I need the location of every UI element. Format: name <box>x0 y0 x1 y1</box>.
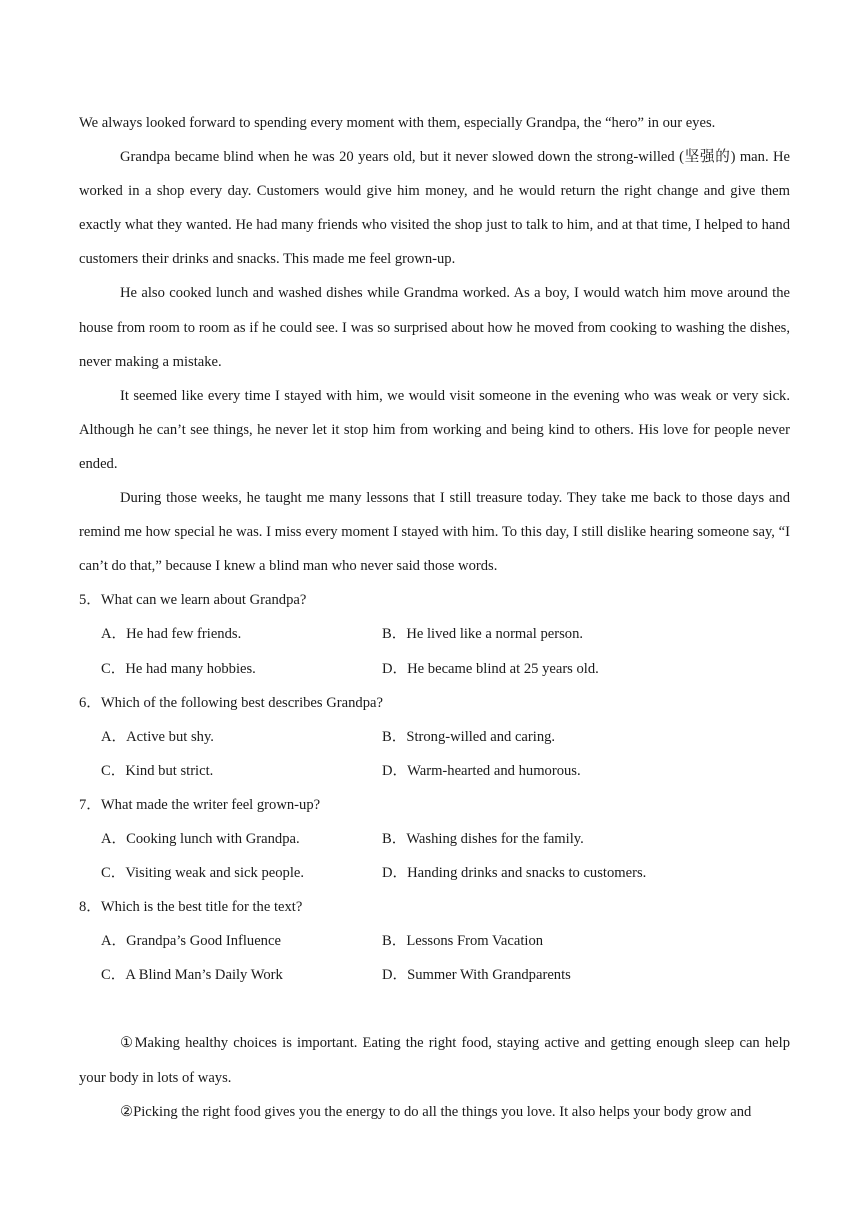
option-b: B．Strong-willed and caring. <box>382 728 556 745</box>
question-stem: 6．Which of the following best describes Grandpa? <box>79 694 383 711</box>
document-page <box>79 106 790 1129</box>
answer-options <box>101 720 790 788</box>
question-5 <box>79 583 790 685</box>
option-c: C．A Blind Man’s Daily Work <box>101 967 283 984</box>
question-7 <box>79 788 790 890</box>
question-stem: 8．Which is the best title for the text? <box>79 899 303 916</box>
option-d: D．He became blind at 25 years old. <box>382 660 599 677</box>
option-b: B．Washing dishes for the family. <box>382 830 584 847</box>
option-a: A．Cooking lunch with Grandpa. <box>101 830 300 847</box>
option-c: C．Visiting weak and sick people. <box>101 865 304 882</box>
option-a: A．Grandpa’s Good Influence <box>101 933 281 950</box>
option-d: D．Handing drinks and snacks to customers. <box>382 865 647 882</box>
option-b: B．He lived like a normal person. <box>382 626 584 643</box>
option-b: B．Lessons From Vacation <box>382 933 544 950</box>
passage1-paragraph-2: Grandpa became blind when he was 20 years old, but it never slowed down the strong-willed (坚强的) man. He worked in a shop every day. Customers would give him money, and he would return the right change and give them exactly what they wanted. He had many friends who visited the shop just to talk to him, and at that time, I helped to hand customers their drinks and snacks. This made me feel grown-up. <box>79 149 790 268</box>
question-8 <box>79 890 790 992</box>
option-a: A．He had few friends. <box>101 626 242 643</box>
option-d: D．Summer With Grandparents <box>382 967 571 984</box>
question-stem: 5．What can we learn about Grandpa? <box>79 592 307 609</box>
option-a: A．Active but shy. <box>101 728 214 745</box>
question-6 <box>79 686 790 788</box>
question-stem: 7．What made the writer feel grown-up? <box>79 796 321 813</box>
passage2-paragraph-2: ②Picking the right food gives you the energy to do all the things you love. It also helps your body grow and <box>120 1103 752 1120</box>
answer-options <box>101 617 790 685</box>
passage1-paragraph-3: He also cooked lunch and washed dishes while Grandma worked. As a boy, I would watch him move around the house from room to room as if he could see. I was so surprised about how he moved from cooking to washing the dishes, never making a mistake. <box>79 285 790 370</box>
option-d: D．Warm-hearted and humorous. <box>382 762 581 779</box>
option-c: C．Kind but strict. <box>101 762 214 779</box>
section-spacer <box>79 992 790 1026</box>
answer-options <box>101 822 790 890</box>
passage2-paragraph-1: ①Making healthy choices is important. Eating the right food, staying active and getting enough sleep can help your body in lots of ways. <box>79 1035 790 1086</box>
option-c: C．He had many hobbies. <box>101 660 256 677</box>
passage1-paragraph-1: We always looked forward to spending every moment with them, especially Grandpa, the “hero” in our eyes. <box>79 115 716 131</box>
answer-options <box>101 924 790 992</box>
passage1-paragraph-5: During those weeks, he taught me many lessons that I still treasure today. They take me back to those days and remind me how special he was. I miss every moment I stayed with him. To this day, I still dislike hearing someone say, “I can’t do that,” because I knew a blind man who never said those words. <box>79 490 790 575</box>
passage1-paragraph-4: It seemed like every time I stayed with him, we would visit someone in the evening who was weak or very sick. Although he can’t see things, he never let it stop him from working and being kind to others. His love for people never ended. <box>79 387 790 472</box>
